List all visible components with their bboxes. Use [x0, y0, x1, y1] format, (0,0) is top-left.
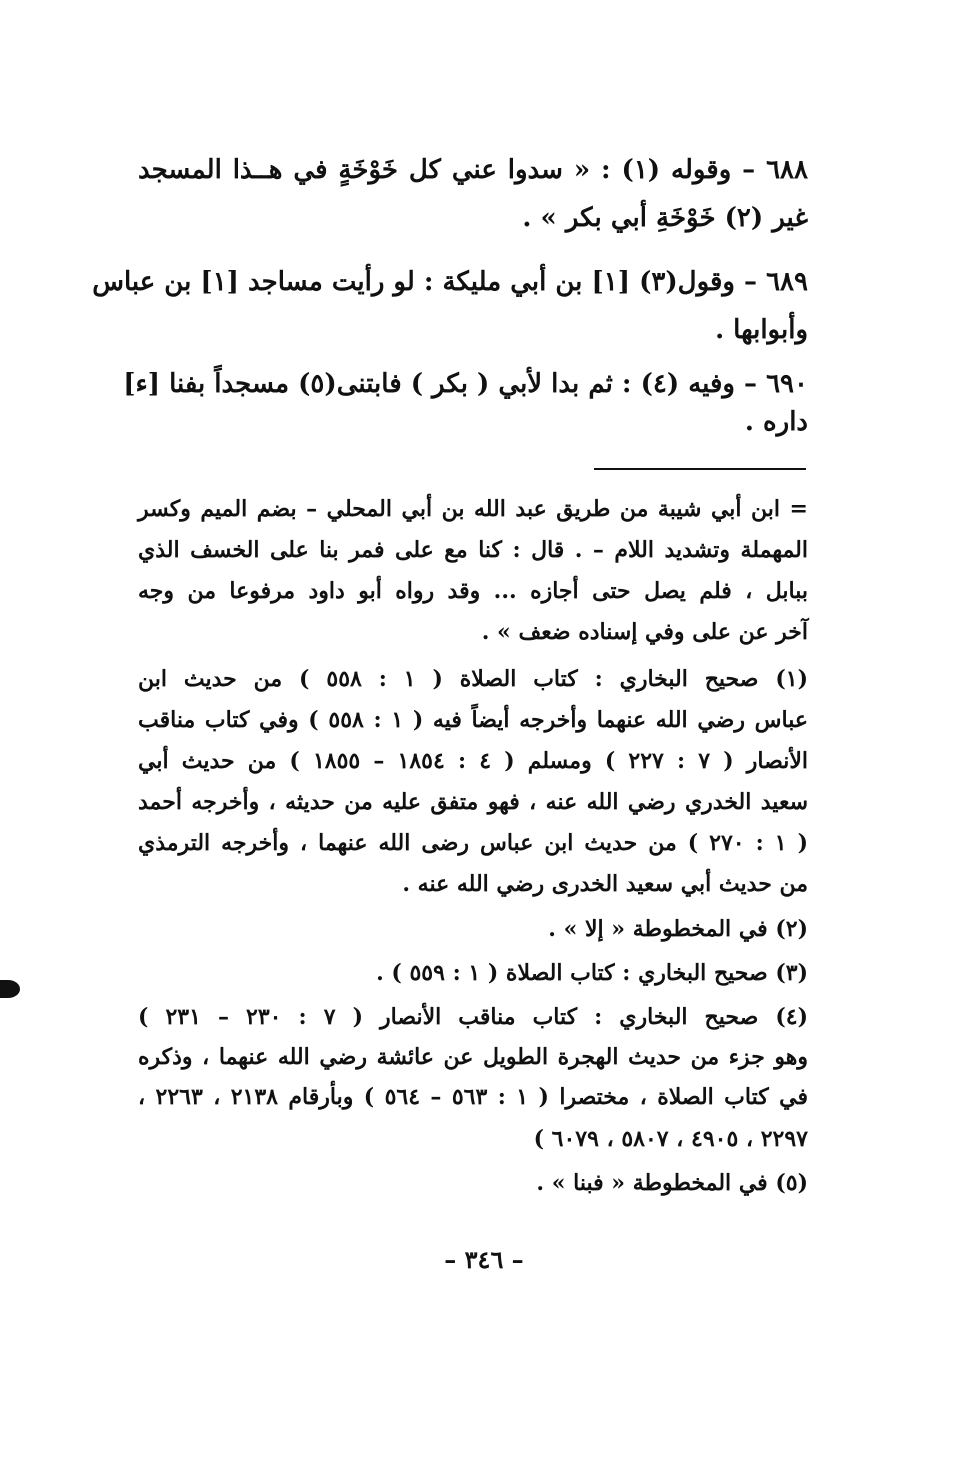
footnote-line: من حديث أبي سعيد الخدرى رضي الله عنه . — [402, 871, 808, 897]
footnote-line: = ابن أبي شيبة من طريق عبد الله بن أبي المحلي – بضم الميم وكسر — [138, 496, 808, 522]
main-line-6: داره . — [744, 407, 808, 437]
footnote-line: وهو جزء من حديث الهجرة الطويل عن عائشة رضي الله عنهما ، وذكره — [138, 1044, 808, 1070]
main-line-2: غير (٢) خَوْخَةِ أبي بكر » . — [522, 203, 808, 233]
footnote-line: في كتاب الصلاة ، مختصرا ( ١ : ٥٦٣ – ٥٦٤ ) وبأرقام ٢١٣٨ ، ٢٢٦٣ ، — [138, 1084, 808, 1110]
footnote-divider — [594, 468, 806, 470]
footnote-line: ( ١ : ٢٧٠ ) من حديث ابن عباس رضى الله عنهما ، وأخرجه الترمذي — [138, 830, 808, 856]
footnote-line: (١) صحيح البخاري : كتاب الصلاة ( ١ : ٥٥٨ ) من حديث ابن — [138, 666, 808, 692]
page-number: – ٣٤٦ – — [444, 1245, 524, 1274]
footnote-line: عباس رضي الله عنهما وأخرجه أيضاً فيه ( ١ : ٥٥٨ ) وفي كتاب مناقب — [138, 707, 808, 733]
footnote-line: (٣) صحيح البخاري : كتاب الصلاة ( ١ : ٥٥٩ ) . — [376, 960, 808, 986]
main-line-1: ٦٨٨ – وقوله (١) : « سدوا عني كل خَوْخَةٍ في هــذا المسجد — [138, 155, 808, 185]
footnote-line: المهملة وتشديد اللام – . قال : كنا مع على فمر بنا على الخسف الذي — [138, 537, 808, 563]
footnote-line: الأنصار ( ٧ : ٢٢٧ ) ومسلم ( ٤ : ١٨٥٤ – ١٨٥٥ ) من حديث أبي — [138, 748, 808, 774]
footnote-line: ٢٢٩٧ ، ٤٩٠٥ ، ٥٨٠٧ ، ٦٠٧٩ ) — [533, 1126, 808, 1152]
footnote-line: آخر عن على وفي إسناده ضعف » . — [481, 619, 808, 645]
margin-ink-mark — [0, 980, 20, 998]
main-line-5: ٦٩٠ – وفيه (٤) : ثم بدا لأبي ( بكر ) فابتنى(٥) مسجداً بفنا [ء] — [123, 369, 808, 399]
footnote-line: (٤) صحيح البخاري : كتاب مناقب الأنصار ( ٧ : ٢٣٠ – ٢٣١ ) — [138, 1004, 808, 1030]
main-line-4: وأبوابها . — [715, 315, 808, 345]
footnote-line: (٥) في المخطوطة « فبنا » . — [536, 1170, 808, 1196]
footnote-line: سعيد الخدري رضي الله عنه ، فهو متفق عليه من حديثه ، وأخرجه أحمد — [138, 789, 808, 815]
footnote-line: ببابل ، فلم يصل حتى أجازه ... وقد رواه أبو داود مرفوعا من وجه — [138, 578, 808, 604]
footnote-line: (٢) في المخطوطة « إلا » . — [548, 916, 808, 942]
main-line-3: ٦٨٩ – وقول(٣) [١] بن أبي مليكة : لو رأيت مساجد [١] بن عباس — [92, 267, 808, 297]
